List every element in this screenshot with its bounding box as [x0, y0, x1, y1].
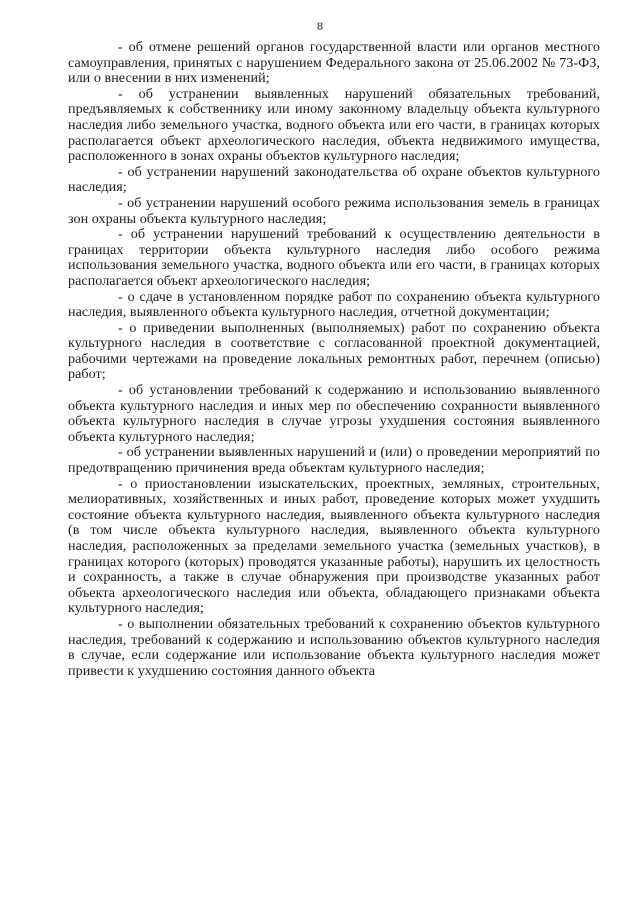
- paragraph: - о приведении выполненных (выполняемых) работ по сохранению объекта культурного наследия в соответствие с согласованной проектной документацией, рабочими чертежами на проведение локальных ремонтных работ, перечнем (описью) работ;: [68, 319, 600, 383]
- paragraph: - об устранении нарушений требований к осуществлению деятельности в границах территории объекта культурного наследия либо особого режима использования земельного участка, водного объекта или его части, в границах которых располагается объект археологического наследия;: [68, 226, 600, 289]
- paragraph: - о приостановлении изыскательских, проектных, земляных, строительных, мелиоративных, хозяйственных и иных работ, проведение которых может ухудшить состояние объекта культурного наследия, выявленного объекта культурного наследия (в том числе объекта культурного наследия, выявленного объекта культурного наследия, расположенных за пределами земельного участка (земельных участков), в границах которого (которых) проводятся указанные работы), нарушить их целостность и сохранность, а также в случае обнаружения при производстве указанных работ объекта археологического наследия или объекта, обладающего признаками объекта культурного наследия;: [68, 475, 600, 617]
- paragraph: - о выполнении обязательных требований к сохранению объектов культурного наследия, требований к содержанию и использованию объектов культурного наследия в случае, если содержание или использование объекта культурного наследия может привести к ухудшению состояния данного объекта: [68, 615, 600, 679]
- paragraph: - об устранении выявленных нарушений и (или) о проведении мероприятий по предотвращению причинения вреда объектам культурного наследия;: [68, 444, 600, 477]
- paragraph: - об отмене решений органов государственной власти или органов местного самоуправления, принятых с нарушением Федерального закона от 25.06.2002 № 73-ФЗ, или о внесении в них изменений;: [68, 39, 600, 87]
- paragraph: - об устранении нарушений законодательства об охране объектов культурного наследия;: [68, 163, 600, 196]
- paragraph: - об устранении выявленных нарушений обязательных требований, предъявляемых к собственнику или иному законному владельцу объекта культурного наследия либо земельного участка, водного объекта или его части, в границах которых располагается объект археологического наследия, объекта недвижимого имущества, расположенного в зонах охраны объектов культурного наследия;: [68, 85, 600, 165]
- page-number: 8: [317, 19, 323, 33]
- paragraph: - об устранении нарушений особого режима использования земель в границах зон охраны объекта культурного наследия;: [68, 194, 600, 227]
- paragraph: - о сдаче в установленном порядке работ по сохранению объекта культурного наследия, выявленного объекта культурного наследия, отчетной документации;: [68, 288, 600, 321]
- paragraph: - об установлении требований к содержанию и использованию выявленного объекта культурного наследия и иных мер по обеспечению сохранности выявленного объекта культурного наследия в случае угрозы ухудшения состояния выявленного объекта культурного наследия;: [68, 382, 600, 445]
- document-body: [68, 40, 600, 679]
